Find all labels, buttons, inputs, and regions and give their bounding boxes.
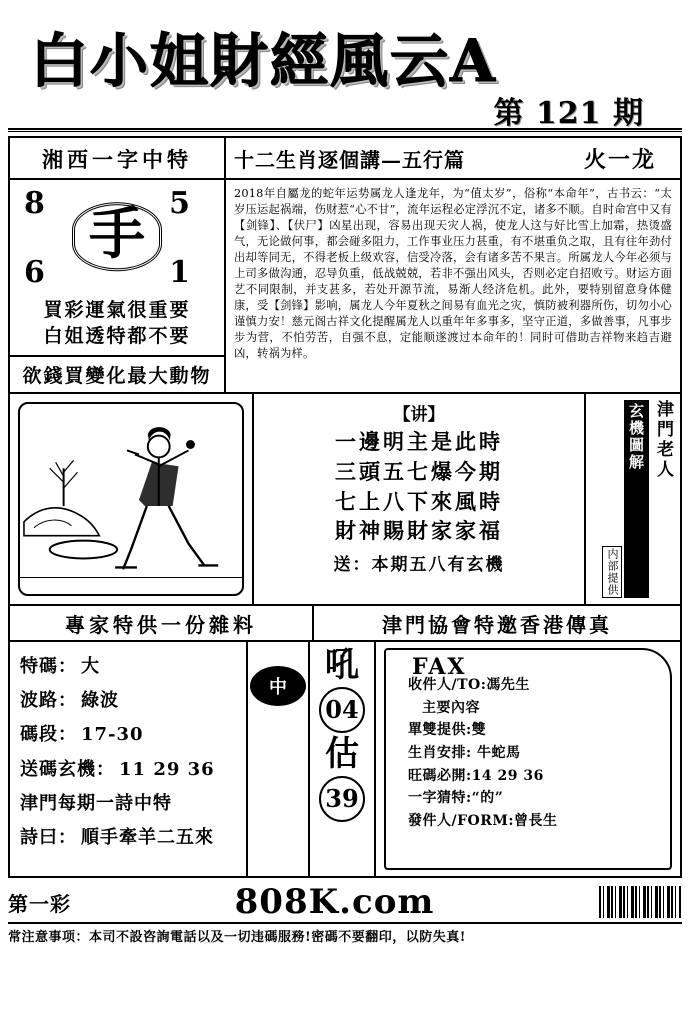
hou-char-bottom: 估 [325,734,359,775]
fax-line-hot-numbers: 旺碼必開:14 29 36 [408,767,544,784]
fax-section-header: 津門協會特邀香港傳真 [382,612,612,637]
number-top-right: 5 [169,186,190,221]
verse-line: 一邊明主是此時 [335,429,503,454]
lucky-number-panel [10,138,226,392]
riddle-text: 欲錢買變化最大動物 [22,365,212,388]
expert-section-header: 專家特供一份雜料 [10,606,314,640]
prediction-value: 11 29 36 [119,758,215,780]
seal-note: 内部提供 [602,546,622,598]
emblem-cell [248,642,310,876]
hou-column [310,642,376,876]
fax-line-zodiac: 生肖安排: 牛蛇馬 [408,745,521,762]
footer-website: 808K.com [234,882,435,922]
fax-paper [384,648,672,870]
illustration-cell [10,394,254,604]
prediction-row [20,650,240,684]
illustration-section [8,394,682,606]
prediction-label: 碼段： [20,724,77,746]
featured-character: 手 [72,202,162,271]
disclaimer-text: 常注意事项：本司不設咨詢電話以及一切违碼服務!密碼不要翻印，以防失真! [8,922,682,945]
number-top-left: 8 [24,186,45,221]
prediction-value: 17-30 [81,724,144,746]
verse-line: 三頭五七爆今期 [335,458,503,484]
fax-line-recipient: 收件人/TO:馮先生 [408,677,530,693]
masthead [8,6,682,131]
predictions-section [8,642,682,878]
hou-number-bottom: 39 [319,776,365,822]
footer-brand: 第一彩 [8,891,71,916]
prediction-label: 詩曰： [20,826,77,848]
slogan-line-2: 白姐透特都不要 [43,324,191,347]
ground-line [20,577,242,578]
prediction-label: 波路： [20,690,77,712]
lucky-panel-header: 湘西一字中特 [10,138,224,180]
verse-panel [254,394,584,604]
slogan [10,296,224,357]
zodiac-title: 十二生肖逐個講—五行篇 [234,148,465,172]
hou-number-top: 04 [319,687,365,733]
top-section [8,136,682,394]
verse-line: 七上八下來風時 [335,488,503,514]
zodiac-header [226,138,680,180]
prediction-value: 順手牽羊二五來 [81,826,214,848]
prediction-value: 綠波 [81,690,119,712]
zodiac-element: 火一龙 [583,147,656,173]
fax-cell [376,642,680,876]
warrior-illustration [20,404,242,594]
illustration-frame [18,402,244,596]
footer [8,882,682,922]
number-bottom-left: 6 [24,255,45,290]
prediction-label: 津門每期一詩中特 [20,792,172,814]
fax-line-subject: 主要內容 [422,699,480,716]
prediction-row [20,718,240,752]
hou-char-top: 吼 [325,645,359,685]
zodiac-body-text: 2018年自屬龙的蛇年运势属龙人逢龙年，为“值太岁”，俗称“本命年”，古书云：“太岁压运起祸端，伤财惹“心不甘”，流年运程必定浮沉不定，诸多不顺。自时命宫中又有【剑锋】、【伏尸】凶星出现，容易出现天灾人祸，使龙人这与好比雪上加霜，热烫盛气，无论做何事，都会碰多阻力，工作事业压力甚重，有不堪重负之取，且有往年劲付出却等同无，不得老板上级欢容，信受冷落，会有诸多苦不果言。所属龙人今年必须与上司多做沟通，忍导负重，低战兢兢，若非不强出风头，否则必定自招败亏。财运方面艺不同限制，并支甚多，若处开源节流，易渐人经济危机。此外，要特别留意身体健康，受【剑锋】影响，属龙人今年夏秋之间易有血光之灾，慎防被利器所伤，切勿小心谨慎力安！慈元阁古祥文化提醒属龙人以重年年多事多，坚守正道，多做善事，凡事步步为营，不怕劳苦，自强不息，定能顺遂渡过本命年的！同时可借助吉祥物来趋吉避凶，转祸为样。 [234,187,672,361]
verse-heading: 【讲】 [393,405,445,425]
barcode [598,885,682,919]
fax-line-word-guess: 一字猜特:“的” [408,790,504,807]
seal-author: 津門老人 [653,400,673,480]
fax-line-sender: 發件人/FORM:曾長生 [408,813,558,830]
prediction-row [20,753,240,787]
fax-title: FAX [412,654,467,680]
prediction-row [20,787,240,821]
prediction-row [20,684,240,718]
prediction-row [20,821,240,855]
fax-line-odd-even: 單雙提供:雙 [408,722,487,739]
verse-send-line: 送：本期五八有玄機 [333,555,505,576]
number-grid [10,180,224,296]
prediction-label: 特碼： [20,656,77,677]
issue-number: 第 121 期 [493,96,644,131]
association-emblem: 中 [250,666,306,706]
section-headers [8,606,682,642]
number-bottom-right: 1 [169,255,190,290]
prediction-list [10,642,248,876]
prediction-value: 大 [81,656,100,677]
slogan-line-1: 買彩運氣很重要 [43,299,191,321]
verse-line: 財神賜財家家福 [335,518,503,544]
zodiac-article [226,138,680,392]
seal-panel [584,394,680,604]
seal-subtitle: 玄機圖解 [624,400,649,598]
prediction-label: 送碼玄機： [20,758,115,780]
page-title: 白小姐財經風云A [30,27,498,95]
